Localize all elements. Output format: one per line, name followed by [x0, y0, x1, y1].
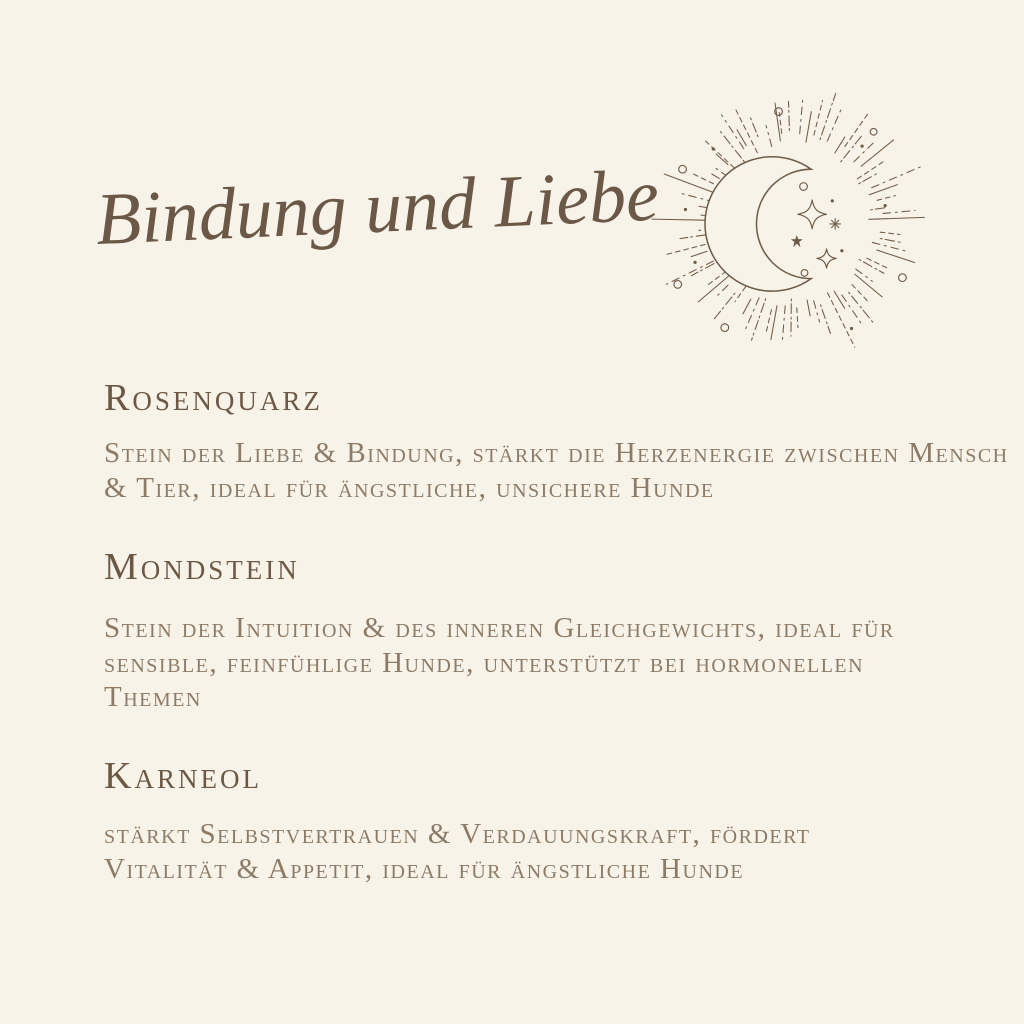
- small-dot-icon: [840, 249, 843, 252]
- scatter-dot-icon: [860, 145, 863, 148]
- section-body-mondstein: [104, 611, 895, 715]
- scatter-dot-icon: [712, 147, 715, 150]
- body-line: sensible, feinfühlige Hunde, unterstützt bei hormonellen: [104, 646, 865, 679]
- scatter-dot-icon: [850, 327, 853, 330]
- sparkle-star-icon: [798, 200, 827, 229]
- section-heading-mondstein: Mondstein: [104, 546, 300, 588]
- asterisk-star-icon: [830, 219, 841, 230]
- scatter-circle-icon: [721, 324, 729, 332]
- section-heading-rosenquarz: Rosenquarz: [104, 377, 323, 419]
- crescent-moon-icon: [705, 157, 811, 291]
- moon-sunburst-icon: [648, 78, 936, 366]
- body-line: stärkt Selbstvertrauen & Verdauungskraft, fördert: [104, 818, 811, 850]
- scatter-dot-icon: [693, 261, 696, 264]
- sparkle-star-icon: [817, 249, 836, 268]
- section-body-rosenquarz: [104, 436, 1009, 505]
- scatter-circle-icon: [679, 165, 687, 173]
- sunburst-rays-icon: [652, 93, 925, 347]
- five-point-star-icon: [791, 235, 803, 247]
- small-circle-icon: [800, 183, 808, 191]
- body-line: Stein der Liebe & Bindung, stärkt die Herzenergie zwischen Mensch: [104, 437, 1009, 469]
- body-line: Stein der Intuition & des inneren Gleichgewichts, ideal für: [104, 612, 895, 644]
- scatter-dot-icon: [883, 204, 886, 207]
- section-body-karneol: [104, 817, 810, 886]
- small-circle-icon: [801, 270, 808, 277]
- body-line: Themen: [104, 681, 202, 713]
- page-title: Bindung und Liebe: [94, 154, 661, 261]
- scatter-dot-icon: [684, 208, 687, 211]
- body-line: & Tier, ideal für ängstliche, unsichere Hunde: [104, 471, 715, 504]
- section-heading-karneol: Karneol: [104, 755, 262, 797]
- scatter-circle-icon: [674, 281, 682, 289]
- scatter-circle-icon: [899, 274, 907, 282]
- scatter-circle-icon: [870, 128, 877, 135]
- body-line: Vitalität & Appetit, ideal für ängstliche Hunde: [104, 852, 745, 885]
- small-dot-icon: [831, 199, 834, 202]
